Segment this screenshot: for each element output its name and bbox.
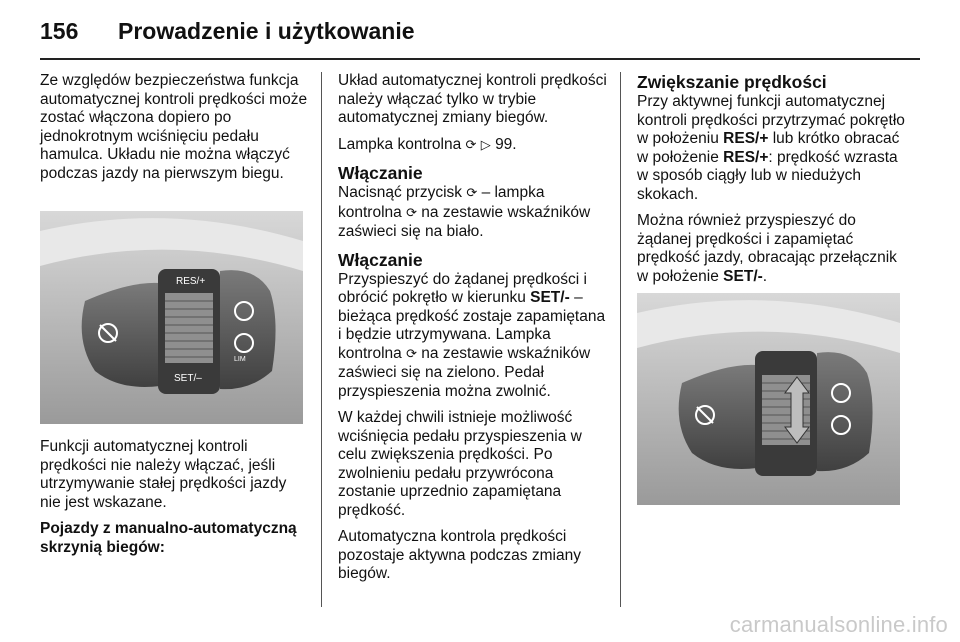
header-rule bbox=[40, 58, 920, 60]
cruise-indicator-icon: ⟳ bbox=[406, 205, 417, 221]
col3-paragraph-1: Przy aktywnej funkcji automatycznej kontroli prędkości przytrzymać pokrętło w położeniu RES/+ lub krótko obracać w położenie RES/+: prędkość wzrasta w sposób ciągły lub w niedużych skokach. bbox=[637, 93, 905, 203]
col2-paragraph-2: Lampka kontrolna ⟳ ▷ 99. bbox=[338, 135, 517, 153]
col2-paragraph-1: Układ automatycznej kontroli prędkości należy włączać tylko w trybie automatycznej zmiany biegów. bbox=[338, 72, 607, 126]
col3-paragraph-2: Można również przyspieszyć do żądanej prędkości i zapamiętać prędkość jazdy, obracając przełącznik w położenie SET/-. bbox=[637, 212, 897, 285]
steering-wheel-controls-arrow-image bbox=[637, 293, 900, 505]
cruise-indicator-icon: ⟳ bbox=[406, 346, 417, 362]
column-3 bbox=[637, 72, 909, 294]
steering-wheel-controls-image bbox=[40, 211, 303, 424]
lim-label: LIM bbox=[234, 356, 246, 363]
heading-zwiekszanie: Zwiększanie prędkości bbox=[637, 72, 827, 92]
page-header bbox=[40, 12, 920, 52]
column-divider-2 bbox=[620, 72, 621, 607]
reference-arrow-icon: ▷ bbox=[480, 137, 491, 153]
col1-paragraph-3: Pojazdy z manualno-automatyczną skrzynią biegów: bbox=[40, 520, 297, 556]
heading-wlaczanie-2: Włączanie bbox=[338, 249, 423, 270]
set-label: SET/– bbox=[174, 373, 202, 384]
cruise-indicator-icon: ⟳ bbox=[465, 137, 477, 153]
heading-wlaczanie-1: Włączanie bbox=[338, 163, 423, 183]
res-label: RES/+ bbox=[176, 276, 206, 287]
col2-paragraph-5: W każdej chwili istnieje możliwość wciśnięcia pedału przyspieszenia w celu zwiększenia prędkości. Po zwolnieniu pedału przywrócona zostanie uprzednio zapamiętana prędkość. bbox=[338, 409, 582, 519]
col1-paragraph-2: Funkcji automatycznej kontroli prędkości nie należy włączać, jeśli utrzymywanie stałej prędkości jazdy nie jest wskazane. bbox=[40, 438, 287, 511]
column-divider-1 bbox=[321, 72, 322, 607]
col2-paragraph-3: Nacisnąć przycisk ⟳ – lampka kontrolna ⟳ na zestawie wskaźników zaświeci się na biało. bbox=[338, 184, 591, 240]
col2-paragraph-6: Automatyczna kontrola prędkości pozostaje aktywna podczas zmiany biegów. bbox=[338, 528, 581, 582]
column-1-bottom bbox=[40, 438, 310, 565]
page-title: Prowadzenie i użytkowanie bbox=[118, 18, 415, 44]
watermark: carmanualsonline.info bbox=[729, 612, 948, 637]
cruise-button-icon: ⟳ bbox=[466, 186, 478, 201]
column-1 bbox=[40, 72, 310, 191]
column-2 bbox=[338, 72, 608, 592]
col1-paragraph-1: Ze względów bezpieczeństwa funkcja automatycznej kontroli prędkości może zostać włączona dopiero po jednokrotnym wciśnięciu pedału hamulca. Układu nie można włączyć podczas jazdy na pierwszym biegu. bbox=[40, 72, 308, 182]
col2-paragraph-4: Przyspieszyć do żądanej prędkości i obrócić pokrętło w kierunku SET/- – bieżąca prędkość zostaje zapamiętana i będzie utrzymywana. Lampka kontrolna ⟳ na zestawie wskaźników zaświeci się na zielono. Pedał przyspieszenia można zwolnić. bbox=[338, 270, 606, 400]
page-number: 156 bbox=[40, 18, 79, 44]
